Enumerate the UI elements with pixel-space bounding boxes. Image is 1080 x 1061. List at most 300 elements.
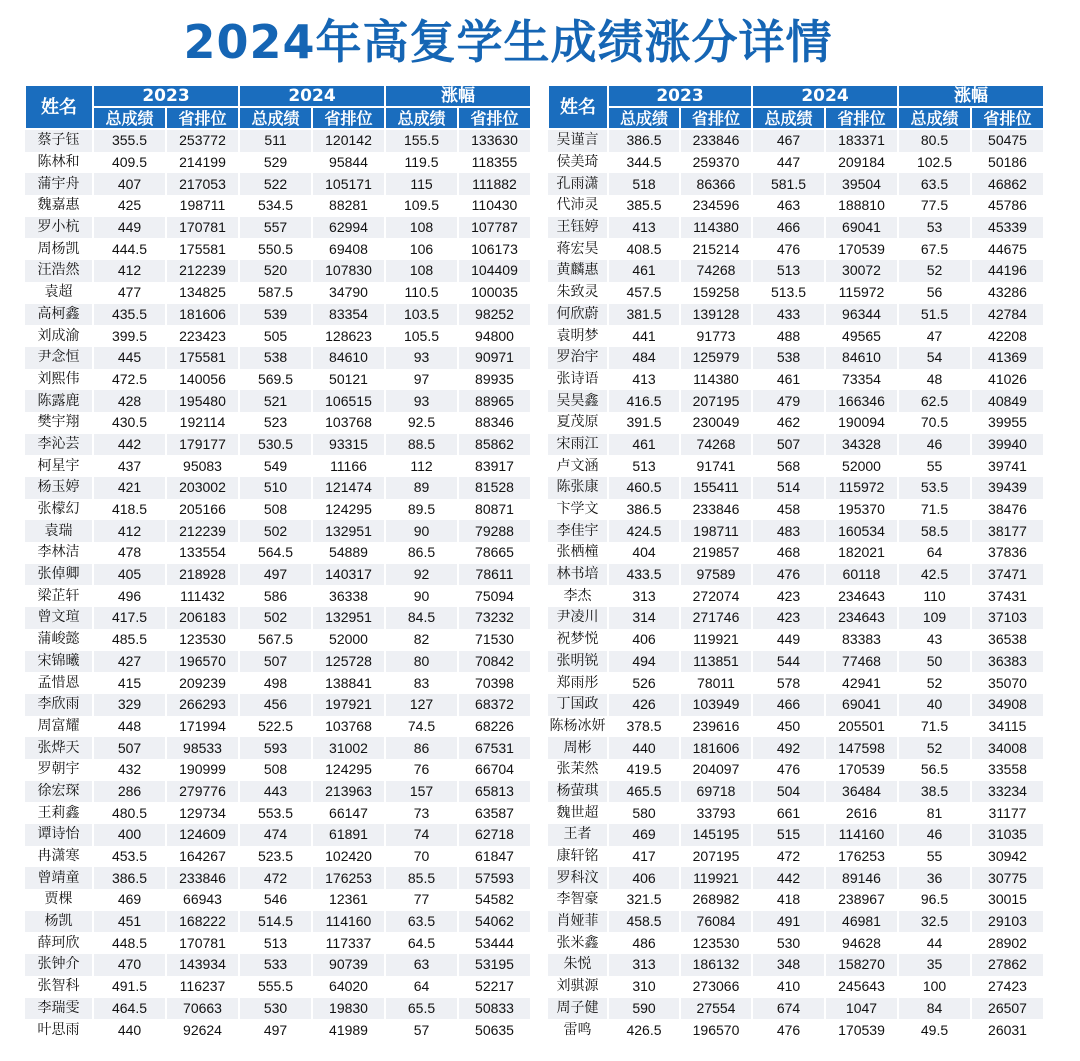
rank-2024-cell: 183371 xyxy=(825,129,898,152)
rank-2023-cell: 233846 xyxy=(680,499,752,521)
student-name-cell: 尹念恒 xyxy=(25,347,93,369)
gain-rank-cell: 68226 xyxy=(458,716,531,738)
score-2024-cell: 514.5 xyxy=(239,911,312,933)
gain-score-cell: 55 xyxy=(898,846,971,868)
student-name-cell: 郑雨彤 xyxy=(548,672,608,694)
gain-score-cell: 58.5 xyxy=(898,520,971,542)
rank-2023-cell: 198711 xyxy=(680,520,752,542)
table-row xyxy=(548,129,1044,152)
score-2023-cell: 424.5 xyxy=(608,520,680,542)
gain-rank-cell: 27862 xyxy=(971,954,1044,976)
score-2023-cell: 313 xyxy=(608,585,680,607)
gain-rank-cell: 37103 xyxy=(971,607,1044,629)
score-2024-cell: 593 xyxy=(239,737,312,759)
score-2024-cell: 513.5 xyxy=(752,282,825,304)
gain-rank-cell: 90971 xyxy=(458,347,531,369)
rank-2023-cell: 205166 xyxy=(166,499,239,521)
rank-2023-cell: 86366 xyxy=(680,173,752,195)
rank-2024-cell: 117337 xyxy=(312,932,385,954)
table-row xyxy=(25,195,531,217)
score-2024-cell: 463 xyxy=(752,195,825,217)
rank-2024-cell: 36338 xyxy=(312,585,385,607)
table-row xyxy=(548,1019,1044,1041)
table-row xyxy=(25,911,531,933)
score-table-left xyxy=(24,84,532,1041)
score-2023-cell: 469 xyxy=(93,889,166,911)
gain-rank-cell: 29103 xyxy=(971,911,1044,933)
table-row xyxy=(25,129,531,152)
student-name-cell: 刘成渝 xyxy=(25,325,93,347)
gain-rank-cell: 71530 xyxy=(458,629,531,651)
rank-2023-cell: 145195 xyxy=(680,824,752,846)
score-2023-cell: 400 xyxy=(93,824,166,846)
score-2024-cell: 479 xyxy=(752,390,825,412)
rank-2024-cell: 176253 xyxy=(825,846,898,868)
table-row xyxy=(548,672,1044,694)
score-2024-cell: 461 xyxy=(752,369,825,391)
table-row xyxy=(25,976,531,998)
rank-2024-cell: 50121 xyxy=(312,369,385,391)
rank-2023-cell: 76084 xyxy=(680,911,752,933)
table-row xyxy=(25,824,531,846)
rank-2023-cell: 186132 xyxy=(680,954,752,976)
student-name-cell: 侯美琦 xyxy=(548,152,608,174)
rank-2023-cell: 140056 xyxy=(166,369,239,391)
table-row xyxy=(25,954,531,976)
score-2024-cell: 553.5 xyxy=(239,802,312,824)
rank-2023-cell: 170781 xyxy=(166,217,239,239)
score-2024-cell: 492 xyxy=(752,737,825,759)
score-2024-cell: 523.5 xyxy=(239,846,312,868)
student-name-cell: 陈杨冰妍 xyxy=(548,716,608,738)
score-2023-cell: 457.5 xyxy=(608,282,680,304)
gain-rank-cell: 33558 xyxy=(971,759,1044,781)
score-2023-cell: 448.5 xyxy=(93,932,166,954)
table-row xyxy=(548,889,1044,911)
student-name-cell: 黄麟惠 xyxy=(548,260,608,282)
score-2024-cell: 423 xyxy=(752,607,825,629)
score-2023-cell: 435.5 xyxy=(93,304,166,326)
rank-2023-cell: 113851 xyxy=(680,651,752,673)
gain-score-cell: 127 xyxy=(385,694,458,716)
rank-2024-cell: 69408 xyxy=(312,238,385,260)
gain-score-cell: 112 xyxy=(385,455,458,477)
score-2023-cell: 413 xyxy=(608,369,680,391)
gain-score-cell: 64.5 xyxy=(385,932,458,954)
rank-2023-cell: 279776 xyxy=(166,781,239,803)
table-row xyxy=(25,802,531,824)
score-2024-cell: 661 xyxy=(752,802,825,824)
gain-rank-cell: 54582 xyxy=(458,889,531,911)
rank-2024-cell: 11166 xyxy=(312,455,385,477)
rank-2024-cell: 234643 xyxy=(825,607,898,629)
gain-score-cell: 52 xyxy=(898,737,971,759)
rank-2024-cell: 88281 xyxy=(312,195,385,217)
gain-score-cell: 46 xyxy=(898,434,971,456)
rank-2024-cell: 30072 xyxy=(825,260,898,282)
gain-score-cell: 110.5 xyxy=(385,282,458,304)
gain-score-cell: 92.5 xyxy=(385,412,458,434)
rank-2023-cell: 268982 xyxy=(680,889,752,911)
score-2024-cell: 468 xyxy=(752,542,825,564)
gain-score-cell: 70 xyxy=(385,846,458,868)
student-name-cell: 周杨凯 xyxy=(25,238,93,260)
rank-2023-cell: 66943 xyxy=(166,889,239,911)
rank-2024-cell: 52000 xyxy=(825,455,898,477)
score-2023-cell: 432 xyxy=(93,759,166,781)
gain-rank-cell: 61847 xyxy=(458,846,531,868)
rank-2023-cell: 259370 xyxy=(680,152,752,174)
table-row xyxy=(25,520,531,542)
gain-rank-cell: 98252 xyxy=(458,304,531,326)
table-row xyxy=(25,867,531,889)
rank-2024-cell: 140317 xyxy=(312,564,385,586)
table-row xyxy=(25,434,531,456)
gain-score-cell: 36 xyxy=(898,867,971,889)
score-2023-cell: 472.5 xyxy=(93,369,166,391)
table-row xyxy=(25,282,531,304)
score-2023-cell: 491.5 xyxy=(93,976,166,998)
score-2024-cell: 410 xyxy=(752,976,825,998)
score-2023-cell: 416.5 xyxy=(608,390,680,412)
student-name-cell: 张钟介 xyxy=(25,954,93,976)
student-name-cell: 李杰 xyxy=(548,585,608,607)
gain-score-cell: 109.5 xyxy=(385,195,458,217)
header-2023-rank: 省排位 xyxy=(680,107,752,129)
score-2023-cell: 428 xyxy=(93,390,166,412)
rank-2023-cell: 207195 xyxy=(680,846,752,868)
rank-2024-cell: 62994 xyxy=(312,217,385,239)
table-row xyxy=(25,325,531,347)
table-row xyxy=(25,347,531,369)
table-row xyxy=(548,217,1044,239)
rank-2024-cell: 31002 xyxy=(312,737,385,759)
rank-2023-cell: 196570 xyxy=(680,1019,752,1041)
gain-rank-cell: 39955 xyxy=(971,412,1044,434)
score-2024-cell: 450 xyxy=(752,716,825,738)
gain-rank-cell: 37431 xyxy=(971,585,1044,607)
student-name-cell: 王钰婷 xyxy=(548,217,608,239)
student-name-cell: 林书培 xyxy=(548,564,608,586)
student-name-cell: 吴昊鑫 xyxy=(548,390,608,412)
rank-2023-cell: 91741 xyxy=(680,455,752,477)
table-row xyxy=(548,932,1044,954)
rank-2023-cell: 95083 xyxy=(166,455,239,477)
gain-score-cell: 52 xyxy=(898,260,971,282)
student-name-cell: 冉潇寒 xyxy=(25,846,93,868)
gain-rank-cell: 27423 xyxy=(971,976,1044,998)
score-2024-cell: 515 xyxy=(752,824,825,846)
gain-score-cell: 119.5 xyxy=(385,152,458,174)
gain-rank-cell: 34115 xyxy=(971,716,1044,738)
score-2024-cell: 466 xyxy=(752,694,825,716)
rank-2024-cell: 90739 xyxy=(312,954,385,976)
gain-rank-cell: 34908 xyxy=(971,694,1044,716)
rank-2024-cell: 234643 xyxy=(825,585,898,607)
gain-rank-cell: 39439 xyxy=(971,477,1044,499)
gain-score-cell: 86 xyxy=(385,737,458,759)
score-2024-cell: 483 xyxy=(752,520,825,542)
rank-2023-cell: 217053 xyxy=(166,173,239,195)
table-row xyxy=(25,455,531,477)
rank-2024-cell: 114160 xyxy=(312,911,385,933)
rank-2024-cell: 132951 xyxy=(312,520,385,542)
rank-2023-cell: 253772 xyxy=(166,129,239,152)
rank-2024-cell: 39504 xyxy=(825,173,898,195)
score-2024-cell: 510 xyxy=(239,477,312,499)
table-row xyxy=(548,759,1044,781)
gain-score-cell: 90 xyxy=(385,520,458,542)
gain-rank-cell: 104409 xyxy=(458,260,531,282)
rank-2024-cell: 93315 xyxy=(312,434,385,456)
rank-2024-cell: 120142 xyxy=(312,129,385,152)
student-name-cell: 袁瑞 xyxy=(25,520,93,542)
rank-2023-cell: 124609 xyxy=(166,824,239,846)
rank-2024-cell: 103768 xyxy=(312,412,385,434)
rank-2024-cell: 121474 xyxy=(312,477,385,499)
table-row xyxy=(25,1019,531,1041)
gain-rank-cell: 34008 xyxy=(971,737,1044,759)
score-2024-cell: 433 xyxy=(752,304,825,326)
rank-2023-cell: 218928 xyxy=(166,564,239,586)
score-2024-cell: 442 xyxy=(752,867,825,889)
student-name-cell: 梁芷轩 xyxy=(25,585,93,607)
student-name-cell: 高柯鑫 xyxy=(25,304,93,326)
gain-rank-cell: 38476 xyxy=(971,499,1044,521)
score-2024-cell: 513 xyxy=(239,932,312,954)
gain-rank-cell: 83917 xyxy=(458,455,531,477)
table-row xyxy=(548,238,1044,260)
score-2024-cell: 447 xyxy=(752,152,825,174)
table-row xyxy=(548,455,1044,477)
gain-score-cell: 77 xyxy=(385,889,458,911)
gain-score-cell: 108 xyxy=(385,260,458,282)
gain-rank-cell: 94800 xyxy=(458,325,531,347)
score-2024-cell: 534.5 xyxy=(239,195,312,217)
rank-2023-cell: 114380 xyxy=(680,217,752,239)
rank-2023-cell: 233846 xyxy=(166,867,239,889)
gain-score-cell: 63 xyxy=(385,954,458,976)
table-row xyxy=(548,564,1044,586)
score-2023-cell: 413 xyxy=(608,217,680,239)
table-row xyxy=(25,173,531,195)
gain-rank-cell: 45339 xyxy=(971,217,1044,239)
table-row xyxy=(25,412,531,434)
score-2024-cell: 513 xyxy=(752,260,825,282)
gain-score-cell: 67.5 xyxy=(898,238,971,260)
table-row xyxy=(548,195,1044,217)
score-2023-cell: 442 xyxy=(93,434,166,456)
gain-rank-cell: 50475 xyxy=(971,129,1044,152)
gain-score-cell: 96.5 xyxy=(898,889,971,911)
gain-score-cell: 56 xyxy=(898,282,971,304)
rank-2024-cell: 89146 xyxy=(825,867,898,889)
score-2023-cell: 412 xyxy=(93,260,166,282)
score-2024-cell: 488 xyxy=(752,325,825,347)
table-row xyxy=(548,802,1044,824)
score-2023-cell: 286 xyxy=(93,781,166,803)
student-name-cell: 陈露鹿 xyxy=(25,390,93,412)
score-2024-cell: 544 xyxy=(752,651,825,673)
gain-rank-cell: 62718 xyxy=(458,824,531,846)
gain-score-cell: 56.5 xyxy=(898,759,971,781)
table-row xyxy=(25,932,531,954)
table-row xyxy=(548,260,1044,282)
gain-rank-cell: 89935 xyxy=(458,369,531,391)
gain-rank-cell: 88346 xyxy=(458,412,531,434)
rank-2024-cell: 147598 xyxy=(825,737,898,759)
rank-2023-cell: 223423 xyxy=(166,325,239,347)
student-name-cell: 刘骐源 xyxy=(548,976,608,998)
table-row xyxy=(548,369,1044,391)
student-name-cell: 魏嘉惠 xyxy=(25,195,93,217)
student-name-cell: 丁国政 xyxy=(548,694,608,716)
gain-score-cell: 102.5 xyxy=(898,152,971,174)
table-row xyxy=(25,542,531,564)
student-name-cell: 刘熙伟 xyxy=(25,369,93,391)
gain-score-cell: 97 xyxy=(385,369,458,391)
rank-2023-cell: 179177 xyxy=(166,434,239,456)
table-row xyxy=(25,672,531,694)
score-2024-cell: 567.5 xyxy=(239,629,312,651)
gain-rank-cell: 28902 xyxy=(971,932,1044,954)
rank-2023-cell: 139128 xyxy=(680,304,752,326)
score-2024-cell: 529 xyxy=(239,152,312,174)
score-2023-cell: 386.5 xyxy=(93,867,166,889)
score-2023-cell: 417.5 xyxy=(93,607,166,629)
score-2024-cell: 502 xyxy=(239,607,312,629)
student-name-cell: 康轩铭 xyxy=(548,846,608,868)
student-name-cell: 何欣蔚 xyxy=(548,304,608,326)
table-row xyxy=(548,651,1044,673)
rank-2024-cell: 213963 xyxy=(312,781,385,803)
gain-rank-cell: 88965 xyxy=(458,390,531,412)
rank-2024-cell: 41989 xyxy=(312,1019,385,1041)
rank-2024-cell: 34328 xyxy=(825,434,898,456)
score-2024-cell: 456 xyxy=(239,694,312,716)
score-2024-cell: 458 xyxy=(752,499,825,521)
score-2023-cell: 464.5 xyxy=(93,998,166,1020)
gain-score-cell: 54 xyxy=(898,347,971,369)
gain-score-cell: 47 xyxy=(898,325,971,347)
gain-score-cell: 84.5 xyxy=(385,607,458,629)
rank-2024-cell: 195370 xyxy=(825,499,898,521)
table-row xyxy=(548,304,1044,326)
student-name-cell: 杨玉婷 xyxy=(25,477,93,499)
rank-2024-cell: 103768 xyxy=(312,716,385,738)
student-name-cell: 张智科 xyxy=(25,976,93,998)
score-2023-cell: 344.5 xyxy=(608,152,680,174)
rank-2023-cell: 78011 xyxy=(680,672,752,694)
rank-2024-cell: 64020 xyxy=(312,976,385,998)
rank-2023-cell: 272074 xyxy=(680,585,752,607)
score-2024-cell: 476 xyxy=(752,1019,825,1041)
header-name: 姓名 xyxy=(25,85,93,129)
rank-2024-cell: 83383 xyxy=(825,629,898,651)
student-name-cell: 张烨天 xyxy=(25,737,93,759)
score-2023-cell: 310 xyxy=(608,976,680,998)
score-2023-cell: 440 xyxy=(608,737,680,759)
gain-score-cell: 51.5 xyxy=(898,304,971,326)
rank-2023-cell: 133554 xyxy=(166,542,239,564)
student-name-cell: 谭诗怡 xyxy=(25,824,93,846)
rank-2023-cell: 168222 xyxy=(166,911,239,933)
gain-score-cell: 62.5 xyxy=(898,390,971,412)
score-2023-cell: 386.5 xyxy=(608,499,680,521)
rank-2023-cell: 69718 xyxy=(680,781,752,803)
score-2023-cell: 470 xyxy=(93,954,166,976)
rank-2023-cell: 204097 xyxy=(680,759,752,781)
score-2024-cell: 507 xyxy=(752,434,825,456)
table-row xyxy=(25,716,531,738)
student-name-cell: 罗小杭 xyxy=(25,217,93,239)
rank-2024-cell: 84610 xyxy=(825,347,898,369)
score-2024-cell: 502 xyxy=(239,520,312,542)
table-row xyxy=(25,998,531,1020)
gain-score-cell: 55 xyxy=(898,455,971,477)
table-row xyxy=(548,520,1044,542)
student-name-cell: 樊宇翔 xyxy=(25,412,93,434)
score-2024-cell: 578 xyxy=(752,672,825,694)
table-row xyxy=(25,390,531,412)
student-name-cell: 蒋宏昊 xyxy=(548,238,608,260)
score-2023-cell: 426.5 xyxy=(608,1019,680,1041)
rank-2024-cell: 238967 xyxy=(825,889,898,911)
student-name-cell: 叶思雨 xyxy=(25,1019,93,1041)
score-2023-cell: 518 xyxy=(608,173,680,195)
score-2024-cell: 522.5 xyxy=(239,716,312,738)
score-2023-cell: 378.5 xyxy=(608,716,680,738)
rank-2023-cell: 143934 xyxy=(166,954,239,976)
rank-2023-cell: 190999 xyxy=(166,759,239,781)
student-name-cell: 陈林和 xyxy=(25,152,93,174)
score-2024-cell: 587.5 xyxy=(239,282,312,304)
student-name-cell: 张米鑫 xyxy=(548,932,608,954)
score-2024-cell: 348 xyxy=(752,954,825,976)
student-name-cell: 徐宏琛 xyxy=(25,781,93,803)
score-2024-cell: 530.5 xyxy=(239,434,312,456)
gain-score-cell: 53 xyxy=(898,217,971,239)
score-2023-cell: 458.5 xyxy=(608,911,680,933)
score-2023-cell: 448 xyxy=(93,716,166,738)
header-gain-rank: 省排位 xyxy=(971,107,1044,129)
rank-2023-cell: 70663 xyxy=(166,998,239,1020)
gain-score-cell: 71.5 xyxy=(898,499,971,521)
score-2023-cell: 408.5 xyxy=(608,238,680,260)
gain-rank-cell: 54062 xyxy=(458,911,531,933)
score-2023-cell: 405 xyxy=(93,564,166,586)
gain-score-cell: 90 xyxy=(385,585,458,607)
rank-2023-cell: 74268 xyxy=(680,434,752,456)
score-2023-cell: 426 xyxy=(608,694,680,716)
score-2024-cell: 511 xyxy=(239,129,312,152)
table-row xyxy=(25,477,531,499)
gain-rank-cell: 30015 xyxy=(971,889,1044,911)
gain-rank-cell: 110430 xyxy=(458,195,531,217)
gain-score-cell: 71.5 xyxy=(898,716,971,738)
gain-score-cell: 115 xyxy=(385,173,458,195)
table-row xyxy=(25,781,531,803)
header-gain-score: 总成绩 xyxy=(898,107,971,129)
table-row xyxy=(548,824,1044,846)
gain-score-cell: 155.5 xyxy=(385,129,458,152)
header-name: 姓名 xyxy=(548,85,608,129)
score-2024-cell: 504 xyxy=(752,781,825,803)
gain-score-cell: 76 xyxy=(385,759,458,781)
table-row xyxy=(548,412,1044,434)
rank-2023-cell: 181606 xyxy=(166,304,239,326)
score-2024-cell: 568 xyxy=(752,455,825,477)
